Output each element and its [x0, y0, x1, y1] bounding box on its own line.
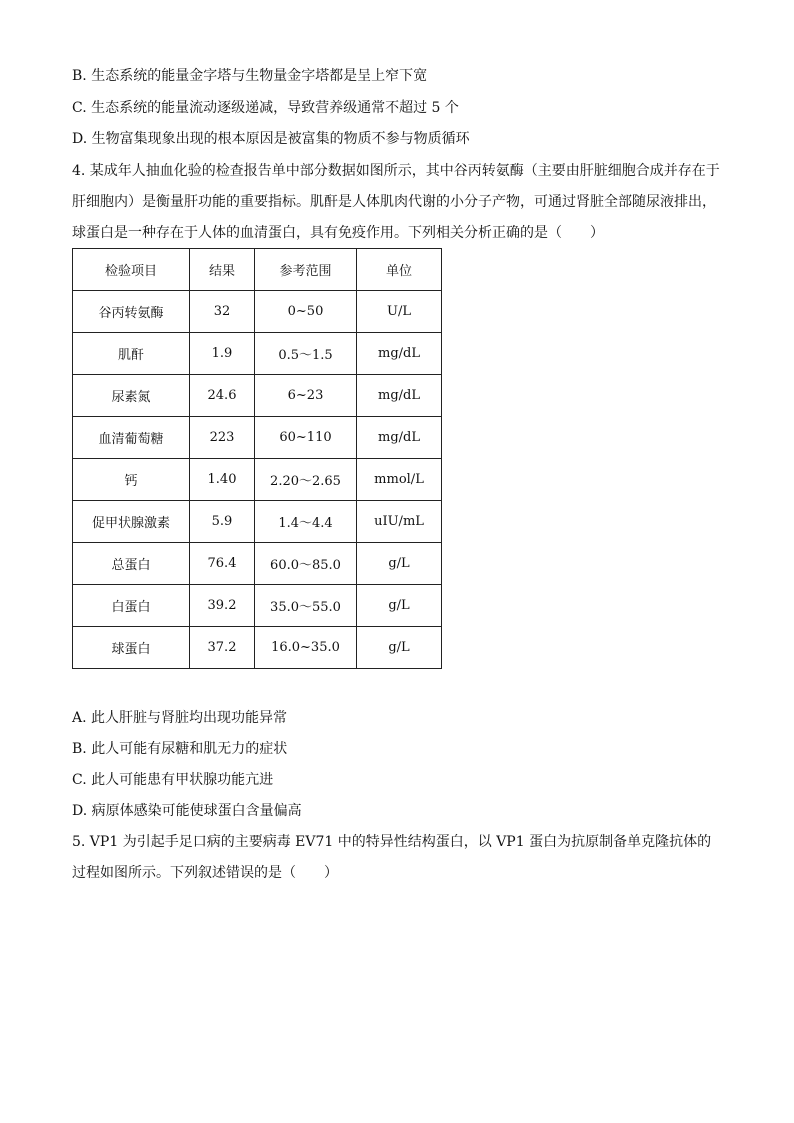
cell-item: 球蛋白 — [73, 627, 190, 669]
table-header-row — [73, 249, 442, 291]
cell-range: 0.5～1.5 — [255, 333, 357, 375]
lab-report-table — [72, 248, 442, 669]
table-row — [73, 291, 442, 333]
table-row — [73, 501, 442, 543]
table-row — [73, 627, 442, 669]
cell-item: 钙 — [73, 459, 190, 501]
cell-range: 16.0~35.0 — [255, 627, 357, 669]
cell-item: 血清葡萄糖 — [73, 417, 190, 459]
option-text: B. 此人可能有尿糖和肌无力的症状 — [72, 741, 288, 757]
cell-result: 32 — [190, 291, 255, 333]
cell-item: 谷丙转氨酶 — [73, 291, 190, 333]
header-item: 检验项目 — [73, 249, 190, 291]
question-4-stem: 4. 某成年人抽血化验的检查报告单中部分数据如图所示，其中谷丙转氨酶（主要由肝脏细胞合成并存在于肝细胞内）是衡量肝功能的重要指标。肌酐是人体肌肉代谢的小分子产物，可通过肾脏全部随尿液排出，球蛋白是一种存在于人体的血清蛋白，具有免疫作用。下列相关分析正确的是（ ） — [72, 163, 720, 241]
cell-range: 35.0～55.0 — [255, 585, 357, 627]
cell-range: 0~50 — [255, 291, 357, 333]
table-row — [73, 585, 442, 627]
cell-item: 尿素氮 — [73, 375, 190, 417]
table-row — [73, 333, 442, 375]
cell-item: 促甲状腺激素 — [73, 501, 190, 543]
cell-result: 37.2 — [190, 627, 255, 669]
cell-range: 6~23 — [255, 375, 357, 417]
cell-range: 2.20～2.65 — [255, 459, 357, 501]
cell-unit: g/L — [357, 543, 442, 585]
table-row — [73, 459, 442, 501]
question-5-stem: 5. VP1 为引起手足口病的主要病毒 EV71 中的特异性结构蛋白，以 VP1 蛋白为抗原制备单克隆抗体的过程如图所示。下列叙述错误的是（ ） — [72, 834, 712, 881]
cell-result: 1.40 — [190, 459, 255, 501]
cell-range: 60.0～85.0 — [255, 543, 357, 585]
header-unit: 单位 — [357, 249, 442, 291]
header-reference-range: 参考范围 — [255, 249, 357, 291]
cell-unit: g/L — [357, 585, 442, 627]
option-text: A. 此人肝脏与肾脏均出现功能异常 — [72, 710, 288, 726]
cell-result: 39.2 — [190, 585, 255, 627]
table-row — [73, 417, 442, 459]
cell-result: 76.4 — [190, 543, 255, 585]
cell-unit: mg/dL — [357, 417, 442, 459]
option-text: C. 此人可能患有甲状腺功能亢进 — [72, 772, 274, 788]
cell-range: 1.4～4.4 — [255, 501, 357, 543]
cell-range: 60~110 — [255, 417, 357, 459]
option-text: D. 生物富集现象出现的根本原因是被富集的物质不参与物质循环 — [72, 131, 470, 147]
table-row — [73, 543, 442, 585]
option-text: B. 生态系统的能量金字塔与生物量金字塔都是呈上窄下宽 — [72, 68, 428, 84]
table-row — [73, 375, 442, 417]
option-text: D. 病原体感染可能使球蛋白含量偏高 — [72, 803, 302, 819]
header-result: 结果 — [190, 249, 255, 291]
cell-result: 223 — [190, 417, 255, 459]
cell-result: 5.9 — [190, 501, 255, 543]
cell-unit: U/L — [357, 291, 442, 333]
cell-unit: mg/dL — [357, 333, 442, 375]
cell-unit: mmol/L — [357, 459, 442, 501]
cell-unit: g/L — [357, 627, 442, 669]
cell-result: 24.6 — [190, 375, 255, 417]
cell-item: 总蛋白 — [73, 543, 190, 585]
cell-item: 肌酐 — [73, 333, 190, 375]
cell-item: 白蛋白 — [73, 585, 190, 627]
cell-unit: mg/dL — [357, 375, 442, 417]
cell-unit: uIU/mL — [357, 501, 442, 543]
option-text: C. 生态系统的能量流动逐级递减，导致营养级通常不超过 5 个 — [72, 100, 459, 116]
cell-result: 1.9 — [190, 333, 255, 375]
